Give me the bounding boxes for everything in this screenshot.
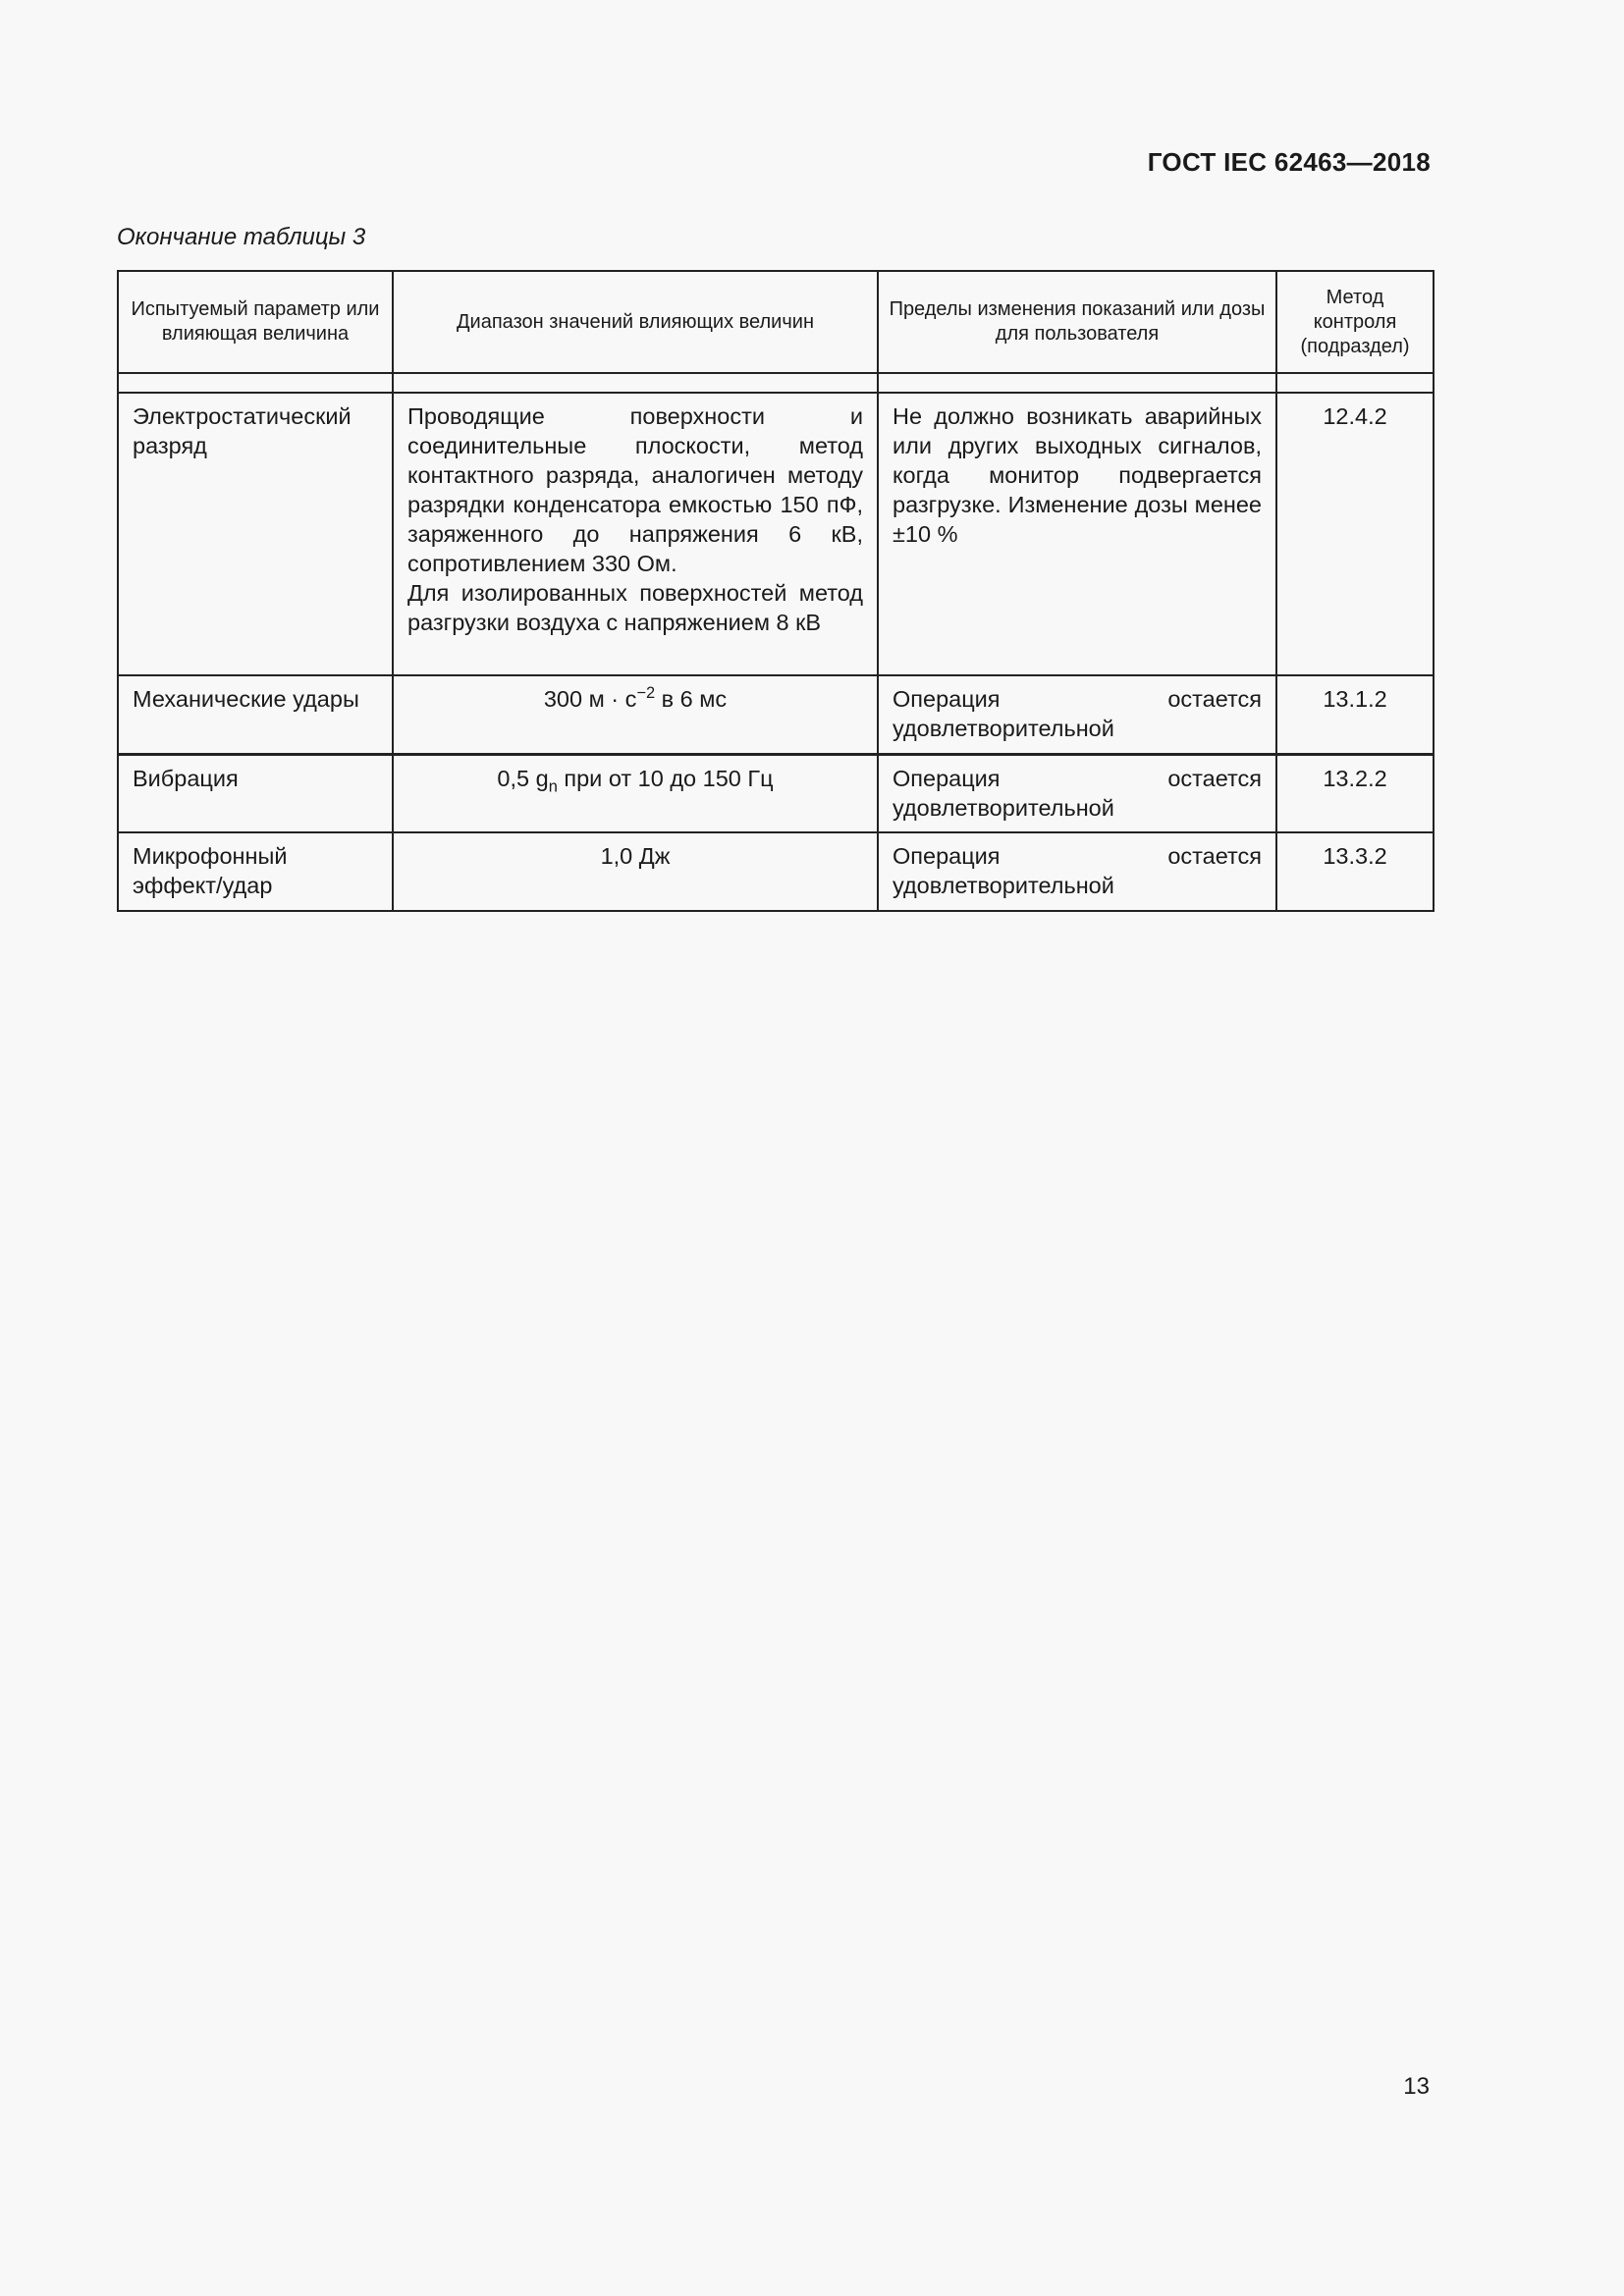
cell-method: 13.1.2 xyxy=(1276,675,1434,754)
cell-limits: Операция остается удовлетворительной xyxy=(878,754,1276,832)
cell-param: Электростатический разряд xyxy=(118,393,393,675)
cell-method: 13.3.2 xyxy=(1276,832,1434,911)
cell-limits: Операция остается удовлетворительной xyxy=(878,675,1276,754)
page-number: 13 xyxy=(1403,2073,1430,2100)
column-header-limits: Пределы изменения показаний или дозы для пользователя xyxy=(878,271,1276,373)
cell-range xyxy=(393,675,878,754)
range-value: 300 м · с xyxy=(543,686,637,712)
document-id: ГОСТ IEC 62463—2018 xyxy=(1147,147,1431,177)
cell-method: 13.2.2 xyxy=(1276,754,1434,832)
range-exponent: −2 xyxy=(636,684,656,703)
cell-limits: Не должно возникать аварийных или других выходных сигналов, когда монитор подвергается разгрузке. Изменение дозы менее ±10 % xyxy=(878,393,1276,675)
cell-param: Микрофонный эффект/удар xyxy=(118,832,393,911)
table-caption: Окончание таблицы 3 xyxy=(117,224,366,250)
range-paragraph-1: Проводящие поверхности и соединительные плоскости, метод контактного разряда, аналогичен методу разрядки конденсатора емкостью 150 пФ, заряженного до напряжения 6 кВ, сопротивлением 330 Ом. xyxy=(407,403,863,576)
header-separator xyxy=(118,373,1434,393)
cell-param: Вибрация xyxy=(118,754,393,832)
column-header-param: Испытуемый параметр или влияющая величина xyxy=(118,271,393,373)
cell-limits: Операция остается удовлетворительной xyxy=(878,832,1276,911)
range-paragraph-2: Для изолированных поверхностей метод разгрузки воздуха с напряжением 8 кВ xyxy=(407,580,863,635)
table-row xyxy=(118,393,1434,675)
table-row xyxy=(118,832,1434,911)
range-value: 0,5 g xyxy=(497,765,549,791)
table-row xyxy=(118,675,1434,754)
cell-range: 1,0 Дж xyxy=(393,832,878,911)
column-header-method: Метод контроля (подраздел) xyxy=(1276,271,1434,373)
cell-range xyxy=(393,393,878,675)
cell-method: 12.4.2 xyxy=(1276,393,1434,675)
cell-range xyxy=(393,754,878,832)
range-unit: при от 10 до 150 Гц xyxy=(557,765,774,791)
cell-param: Механические удары xyxy=(118,675,393,754)
table-row xyxy=(118,754,1434,832)
range-subscript: n xyxy=(548,777,558,796)
column-header-range: Диапазон значений влияющих величин xyxy=(393,271,878,373)
specs-table xyxy=(117,270,1435,912)
range-unit: в 6 мс xyxy=(655,686,728,712)
table-header-row xyxy=(118,271,1434,373)
